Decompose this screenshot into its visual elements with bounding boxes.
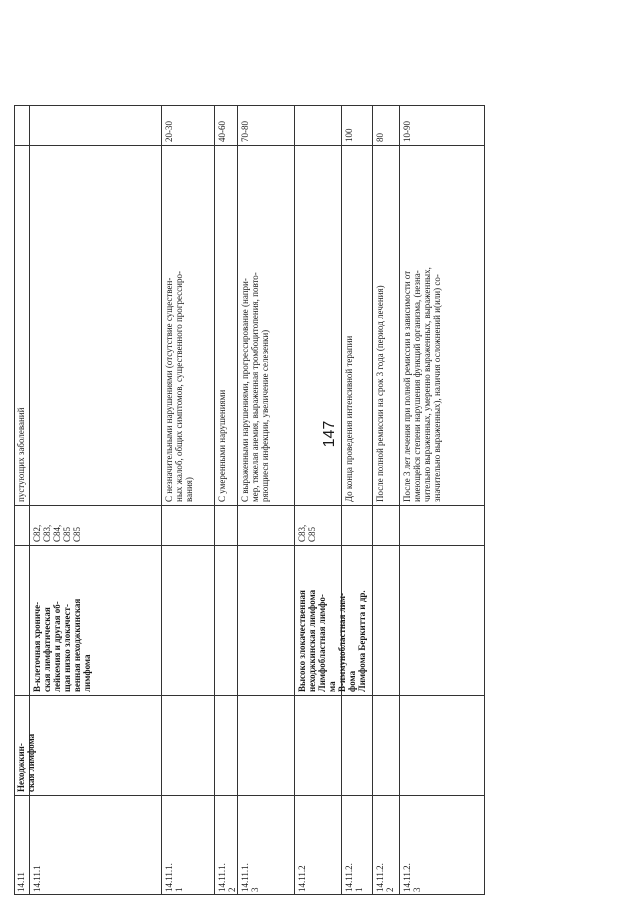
condition-cell (295, 145, 342, 505)
percent-cell: 10-90 (400, 105, 485, 145)
icd-code-cell (238, 505, 295, 545)
subtype-cell (400, 545, 485, 695)
icd-code-cell: C82, C83, C84, C85 C85 (30, 505, 162, 545)
percent-cell: 40-60 (215, 105, 238, 145)
condition-cell: С незначительными нарушениями (отсутствие существен- ных жалоб, общих симптомов, существенного прогрессиро- вания) (162, 145, 215, 505)
code-cell: 14.11.1 (30, 795, 162, 895)
page-number: 147 (321, 420, 338, 448)
icd-code-cell (215, 505, 238, 545)
percent-cell: 20-30 (162, 105, 215, 145)
subtype-cell (238, 545, 295, 695)
condition-cell (30, 145, 162, 505)
code-cell: 14.11.1. 1 (162, 795, 215, 895)
condition-cell: После полной ремиссии на срок 3 года (период лечения) (373, 145, 400, 505)
subtype-cell (215, 545, 238, 695)
disease-name-cell (238, 695, 295, 795)
continued-header-text: пустующих заболеваний (14, 145, 30, 505)
disease-name-cell (342, 695, 373, 795)
percent-cell: 70-80 (238, 105, 295, 145)
code-cell: 14.11.1. 2 (215, 795, 238, 895)
condition-cell: С выраженными нарушениями, прогрессирование (напри- мер, тяжелая анемия, выраженная тромбоцитопения, повто- ряющиеся инфекции, увеличение селезенки) (238, 145, 295, 505)
percent-cell (30, 105, 162, 145)
percent-cell (14, 105, 30, 145)
subtype-cell: Высоко злокачественная неходжкинская лимфома Лимфобластная лимфо- ма В-иммунобластная лим- фома Лимфома Беркитта и др. (295, 545, 342, 695)
code-cell: 14.11.2. 1 (342, 795, 373, 895)
disease-name-cell (295, 695, 342, 795)
disease-name-cell (400, 695, 485, 795)
code-cell: 14.11.2 (295, 795, 342, 895)
icd-code-cell (14, 505, 30, 545)
icd-code-cell (373, 505, 400, 545)
disease-name-cell (30, 695, 162, 795)
code-cell: 14.11.2. 2 (373, 795, 400, 895)
disease-name-cell (373, 695, 400, 795)
disease-name-cell (215, 695, 238, 795)
icd-code-cell: C83, C85 (295, 505, 342, 545)
subtype-cell (162, 545, 215, 695)
subtype-cell (342, 545, 373, 695)
code-cell: 14.11 (14, 795, 30, 895)
percent-cell: 100 (342, 105, 373, 145)
condition-cell: После 3 лет лечения при полной ремиссии в зависимости от имеющейся степени нарушения функций организма, (незна- чительно выраженных, умеренно выраженных, выраженных, значительно выраженных), наличия осложнений и(или) со- (400, 145, 485, 505)
code-cell: 14.11.2. 3 (400, 795, 485, 895)
icd-code-cell (342, 505, 373, 545)
subtype-cell (14, 545, 30, 695)
percent-cell: 80 (373, 105, 400, 145)
icd-code-cell (400, 505, 485, 545)
disease-name-cell: Неходжкин- ская лимфома (14, 695, 30, 795)
subtype-cell: В-клеточная хрониче- ская лимфатическая лейкемия и другая об- щая низко злокачест- венная неходжкинская лимфома (30, 545, 162, 695)
icd-code-cell (162, 505, 215, 545)
subtype-cell (373, 545, 400, 695)
percent-cell (295, 105, 342, 145)
condition-cell: С умеренными нарушениями (215, 145, 238, 505)
table-left-border (14, 894, 485, 895)
table-top-border (14, 105, 15, 895)
disease-name-cell (162, 695, 215, 795)
condition-cell: До конца проведения интенсивной терапии (342, 145, 373, 505)
code-cell: 14.11.1. 3 (238, 795, 295, 895)
